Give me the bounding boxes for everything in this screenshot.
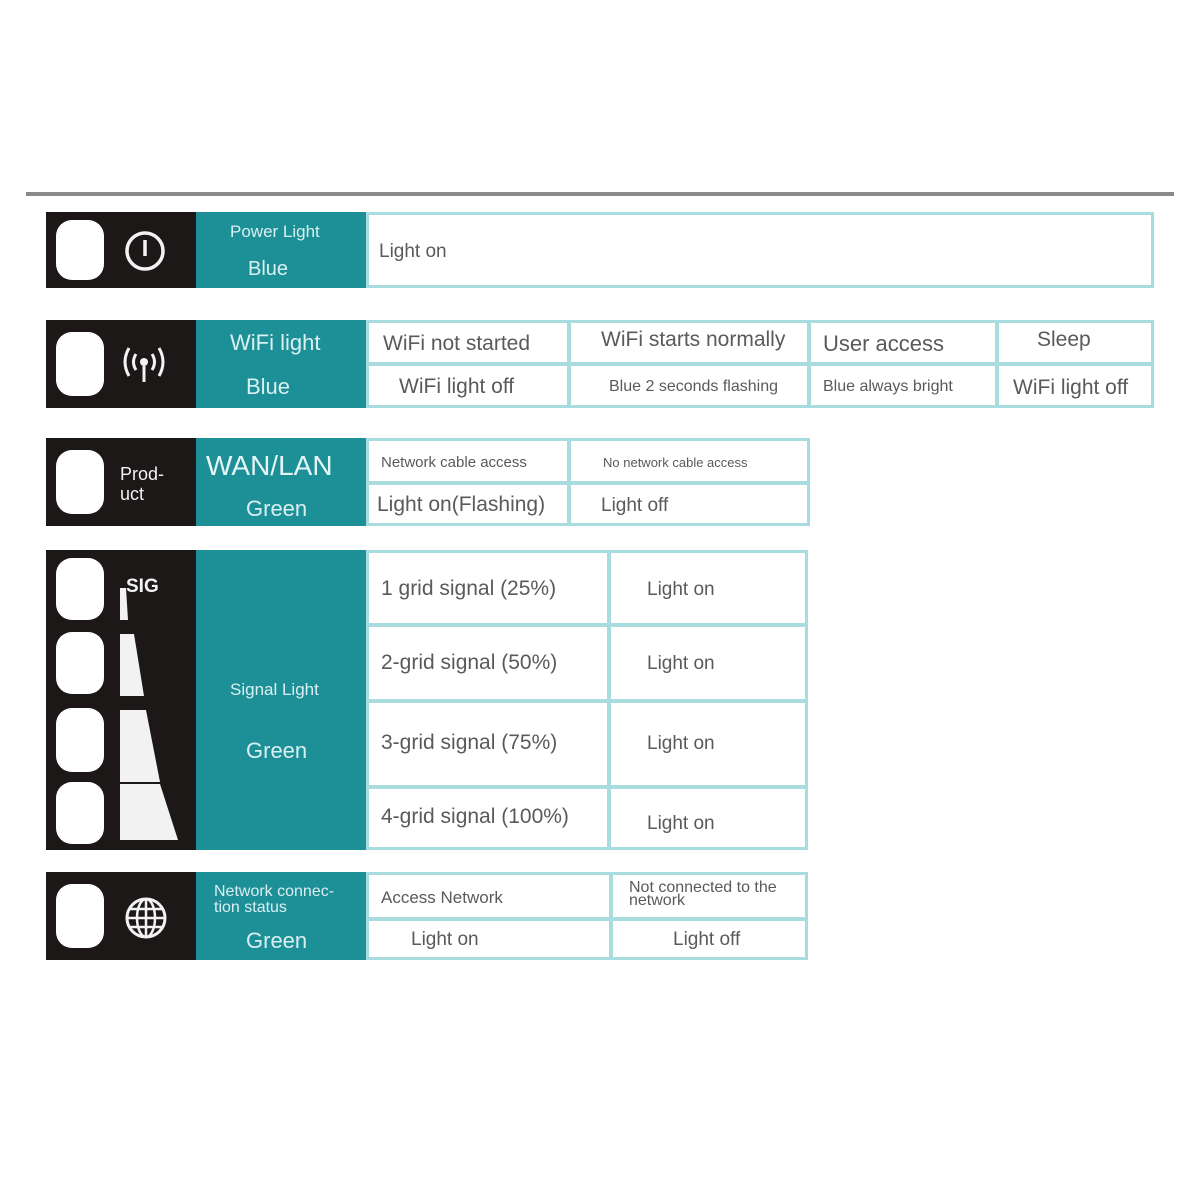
signal-light-color: Green <box>246 738 308 763</box>
signal-state-label: 2-grid signal (50%) <box>381 651 558 674</box>
signal-state-desc-cell <box>608 786 808 850</box>
signal-state-label: 4-grid signal (100%) <box>381 805 569 828</box>
led-indicator <box>56 558 104 620</box>
wan-lan-state-label-cell <box>568 438 810 484</box>
wifi-state-desc-cell <box>568 363 810 408</box>
wan-lan-state-desc-cell <box>366 482 570 526</box>
signal-state-label-cell <box>366 700 610 788</box>
wan-lan-state-desc: Light on(Flashing) <box>377 493 546 516</box>
wifi-state-label-cell <box>568 320 810 365</box>
signal-state-label: 3-grid signal (75%) <box>381 731 558 754</box>
signal-state-desc-cell <box>608 700 808 788</box>
led-indicator <box>56 632 104 694</box>
network-status-label-panel <box>196 872 368 960</box>
led-indicator <box>56 884 104 948</box>
wan-lan-name: WAN/LAN <box>206 450 333 481</box>
signal-state-label-cell <box>366 786 610 850</box>
wan-lan-state-desc-cell <box>568 482 810 526</box>
wifi-state-label: WiFi not started <box>383 332 531 355</box>
network-status-color: Green <box>246 928 308 953</box>
network-state-label: Access Network <box>381 888 503 907</box>
power-icon-panel <box>46 212 196 288</box>
signal-light-name: Signal Light <box>230 680 319 699</box>
network-status-name: Network connec- tion status <box>214 883 335 916</box>
wifi-state-label: WiFi starts normally <box>601 328 786 351</box>
network-state-label-cell <box>610 872 808 920</box>
wifi-state-desc-cell <box>366 363 570 408</box>
wifi-state-desc: Blue always bright <box>823 378 953 395</box>
network-state-desc: Light off <box>673 929 741 950</box>
signal-state-desc: Light on <box>647 813 715 834</box>
wifi-antenna-icon <box>118 342 170 386</box>
wan-lan-color: Green <box>246 496 308 521</box>
power-light-name: Power Light <box>230 222 320 241</box>
top-divider <box>26 192 1174 196</box>
wifi-state-label-cell <box>996 320 1154 365</box>
led-indicator <box>56 450 104 514</box>
network-icon-panel <box>46 872 196 960</box>
led-indicator <box>56 708 104 772</box>
globe-icon <box>124 896 168 940</box>
signal-icon-label: SIG <box>126 576 159 597</box>
wan-lan-state-label: Network cable access <box>381 454 527 471</box>
signal-state-desc-cell <box>608 624 808 702</box>
wifi-state-desc: Blue 2 seconds flashing <box>609 378 778 395</box>
power-light-label-panel <box>196 212 368 288</box>
network-state-desc: Light on <box>411 929 479 950</box>
wifi-state-desc-cell <box>808 363 998 408</box>
wifi-state-desc: WiFi light off <box>1013 376 1129 399</box>
signal-state-desc-cell <box>608 550 808 626</box>
power-light-color: Blue <box>248 258 289 280</box>
network-state-desc-cell <box>610 918 808 960</box>
product-label: Prod- uct <box>120 464 165 504</box>
signal-state-desc: Light on <box>647 579 715 600</box>
wifi-icon-panel <box>46 320 196 408</box>
wifi-light-label-panel <box>196 320 368 408</box>
signal-state-label-cell <box>366 624 610 702</box>
network-state-label: Not connected to the network <box>629 879 777 909</box>
wifi-light-color: Blue <box>246 374 291 399</box>
wan-lan-icon-panel <box>46 438 196 526</box>
signal-state-label-cell <box>366 550 610 626</box>
wan-lan-state-label: No network cable access <box>603 455 748 470</box>
led-indicator <box>56 220 104 280</box>
signal-state-desc: Light on <box>647 733 715 754</box>
power-state-cell <box>366 212 1154 288</box>
signal-light-label-panel <box>196 550 368 850</box>
led-indicator <box>56 332 104 396</box>
signal-state-label: 1 grid signal (25%) <box>381 577 557 600</box>
wifi-light-name: WiFi light <box>230 330 321 355</box>
power-state-desc: Light on <box>379 241 447 262</box>
wifi-state-desc: WiFi light off <box>399 375 515 398</box>
wan-lan-state-label-cell <box>366 438 570 484</box>
signal-icon-panel <box>46 550 196 850</box>
signal-state-desc: Light on <box>647 653 715 674</box>
network-state-label-cell <box>366 872 612 920</box>
wan-lan-state-desc: Light off <box>601 495 669 516</box>
led-indicator <box>56 782 104 844</box>
wifi-state-label: User access <box>823 331 945 356</box>
signal-strength-icon <box>116 580 186 842</box>
wan-lan-label-panel <box>196 438 368 526</box>
wifi-state-label: Sleep <box>1037 328 1091 351</box>
wifi-state-label-cell <box>808 320 998 365</box>
network-state-desc-cell <box>366 918 612 960</box>
wifi-state-label-cell <box>366 320 570 365</box>
wifi-state-desc-cell <box>996 363 1154 408</box>
power-icon <box>124 230 166 272</box>
